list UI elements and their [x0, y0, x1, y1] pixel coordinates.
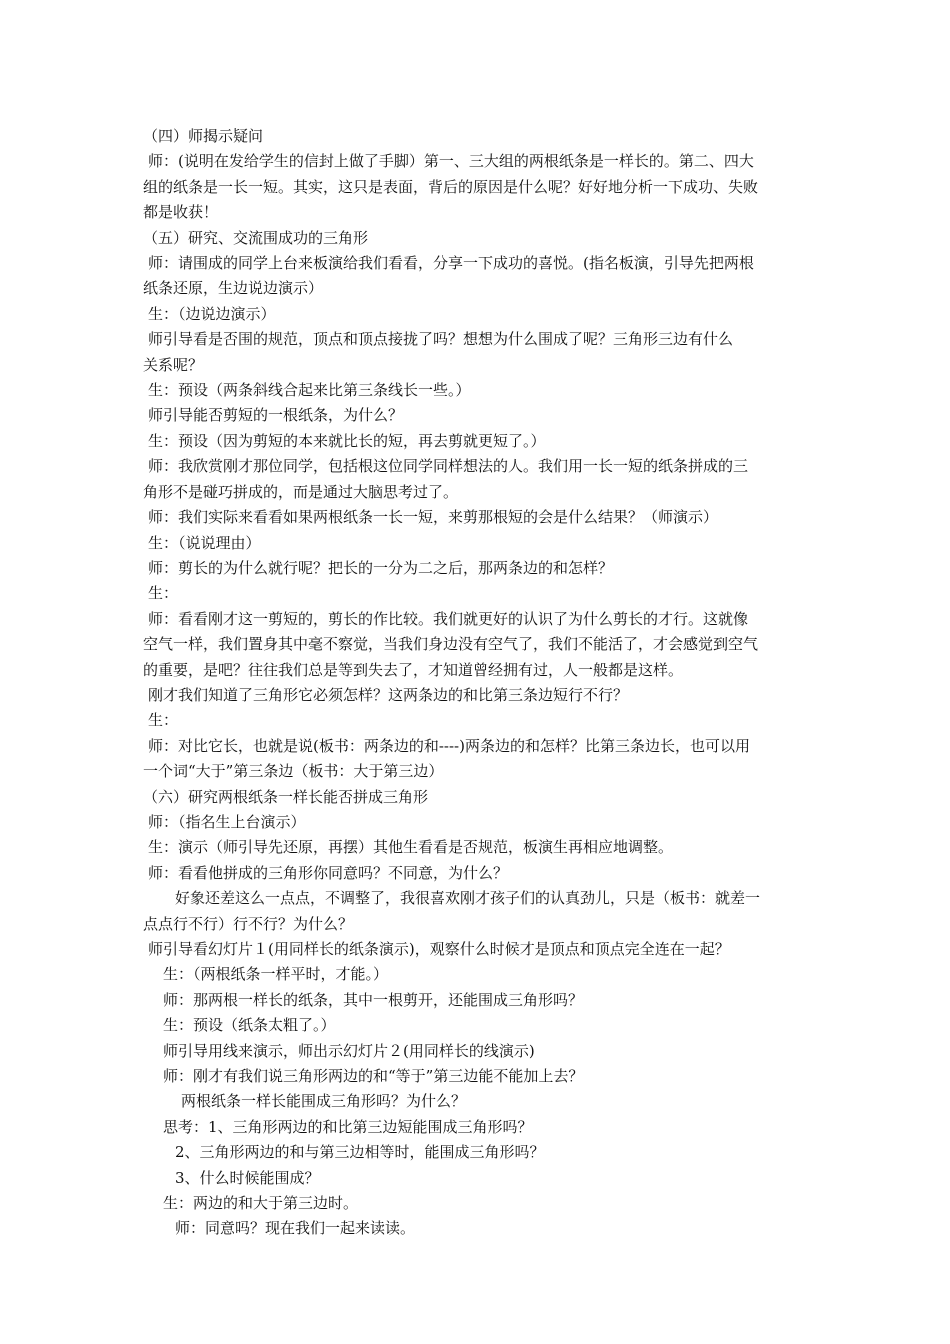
text-line: 生：预设（因为剪短的本来就比长的短，再去剪就更短了。） [148, 431, 546, 450]
text-line: 生：预设（纸条太粗了。） [163, 1016, 336, 1035]
text-line: 生： [148, 711, 179, 730]
text-line: 师引导看幻灯片１(用同样长的纸条演示)，观察什么时候才是顶点和顶点完全连在一起？ [148, 940, 730, 958]
text-line: 组的纸条是一长一短。其实，这只是表面，背后的原因是什么呢？好好地分析一下成功、失败 [143, 177, 759, 196]
text-line: 师：请围成的同学上台来板演给我们看看，分享一下成功的喜悦。(指名板演，引导先把两根 [148, 254, 754, 273]
text-line: 好象还差这么一点点，不调整了，我很喜欢刚才孩子们的认真劲儿，只是（板书：就差一 [175, 889, 761, 908]
section-heading-6: （六）研究两根纸条一样长能否拼成三角形 [143, 787, 429, 806]
text-line: 思考：1、三角形两边的和比第三边短能围成三角形吗？ [163, 1117, 533, 1136]
text-line: 都是收获！ [143, 203, 219, 222]
text-line: 生： [148, 584, 179, 603]
text-line: 3、什么时候能围成？ [175, 1168, 320, 1187]
text-line: 两根纸条一样长能围成三角形吗？为什么？ [181, 1092, 467, 1111]
text-line: 师：我欣赏刚才那位同学，包括根这位同学同样想法的人。我们用一长一短的纸条拼成的三 [148, 457, 749, 476]
text-line: 师：我们实际来看看如果两根纸条一长一短，来剪那根短的会是什么结果？（师演示） [148, 508, 719, 527]
text-line: 生：（边说边演示） [148, 304, 276, 323]
text-line: 生：（两根纸条一样平时，才能。） [163, 965, 389, 984]
text-line: 的重要，是吧？往往我们总是等到失去了，才知道曾经拥有过，人一般都是这样。 [143, 660, 684, 679]
text-line: 师：剪长的为什么就行呢？把长的一分为二之后，那两条边的和怎样？ [148, 558, 614, 577]
text-line: 师：（指名生上台演示） [148, 812, 306, 831]
text-line: 师：刚才有我们说三角形两边的和“等于”第三边能不能加上去？ [163, 1067, 584, 1086]
text-line: 2、三角形两边的和与第三边相等时，能围成三角形吗？ [175, 1143, 545, 1162]
text-line: 关系呢？ [143, 355, 204, 374]
text-line: 纸条还原，生边说边演示） [143, 279, 324, 298]
text-line: 一个词“大于”第三条边（板书：大于第三边） [143, 762, 444, 781]
text-line: 师：看看刚才这一剪短的，剪长的作比较。我们就更好的认识了为什么剪长的才行。这就像 [148, 609, 749, 628]
text-line: 刚才我们知道了三角形它必须怎样？这两条边的和比第三条边短行不行？ [148, 685, 629, 704]
text-line: 师：同意吗？现在我们一起来读读。 [175, 1219, 416, 1238]
text-line: 师：(说明在发给学生的信封上做了手脚）第一、三大组的两根纸条是一样长的。第二、四大 [148, 152, 754, 171]
text-line: 师引导能否剪短的一根纸条，为什么？ [148, 406, 404, 425]
text-line: 师：那两根一样长的纸条，其中一根剪开，还能围成三角形吗？ [163, 990, 584, 1009]
text-line: 师引导用线来演示，师出示幻灯片２(用同样长的线演示) [163, 1041, 535, 1060]
text-line: 空气一样，我们置身其中毫不察觉，当我们身边没有空气了，我们不能活了，才会感觉到空气 [143, 635, 759, 654]
text-line: 点点行不行）行不行？为什么？ [143, 914, 354, 933]
text-line: 生：预设（两条斜线合起来比第三条线长一些。） [148, 381, 471, 400]
text-line: 师：对比它长，也就是说(板书：两条边的和----)两条边的和怎样？比第三条边长，也可以用 [148, 736, 750, 755]
document-body [143, 124, 813, 1242]
text-line: 师引导看是否围的规范，顶点和顶点接拢了吗？想想为什么围成了呢？三角形三边有什么 [148, 330, 734, 349]
section-heading-4: （四）师揭示疑问 [143, 127, 264, 145]
section-heading-5: （五）研究、交流围成功的三角形 [143, 228, 369, 247]
text-line: 生：演示（师引导先还原，再摆）其他生看看是否规范，板演生再相应地调整。 [148, 838, 674, 857]
text-line: 生：两边的和大于第三边时。 [163, 1194, 359, 1213]
text-line: 生：（说说理由） [148, 533, 261, 552]
text-line: 师：看看他拼成的三角形你同意吗？不同意，为什么？ [148, 863, 509, 882]
text-line: 角形不是碰巧拼成的，而是通过大脑思考过了。 [143, 482, 459, 501]
